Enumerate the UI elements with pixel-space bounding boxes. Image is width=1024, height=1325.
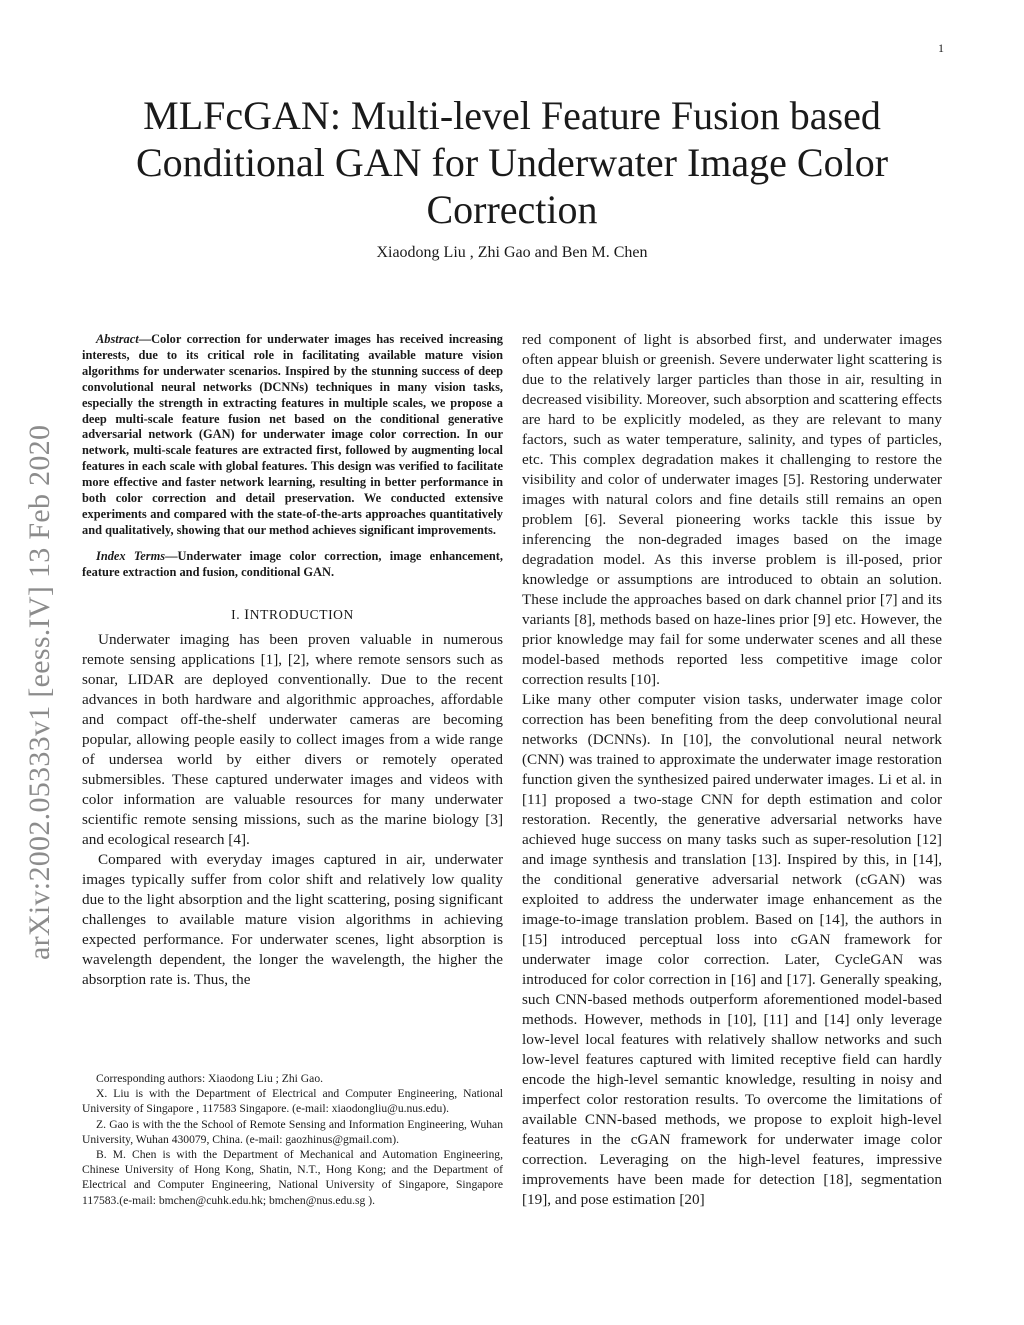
title-line: Conditional GAN for Underwater Image Color	[135, 140, 889, 185]
body-paragraph: Underwater imaging has been proven valuable in numerous remote sensing applications [1], [2], where remote sensors such as sonar, LIDAR are deployed conventionally. Due to the recent advances in both hardware and algorithmic approaches, affordable and compact off-the-shelf underwater cameras are becoming popular, allowing people easily to collect images from a wide range of undersea world by either divers or remotely operated submersibles. These captured underwater images and videos with color information are valuable resources for many underwater scientific remote sensing missions, such as the marine biology [3] and ecological research [4].	[82, 630, 503, 848]
index-terms	[82, 549, 503, 581]
abstract-label: Abstract	[96, 332, 139, 346]
abstract	[82, 332, 503, 539]
body-paragraph: Like many other computer vision tasks, underwater image color correction has been benefiting from the deep convolutional neural networks (DCNNs). In [10], the convolutional neural network (CNN) was trained to approximate the underwater image restoration function given the synthesized paired underwater images. Li et al. in [11] proposed a two-stage CNN for depth estimation and color restoration. Recently, the generative adversarial networks have achieved huge success on many tasks such as super-resolution [12] and image synthesis and translation [13]. Inspired by this, in [14], the conditional generative adversarial network (cGAN) was exploited to address the underwater image enhancement as the image-to-image translation problem. Based on [14], the authors in [15] introduced perceptual loss into cGAN framework for underwater image color correction. Later, CycleGAN was introduced for color correction in [16] and [17]. Generally speaking, such CNN-based methods outperform aforementioned model-based methods. However, methods in [10], [11] and [14] only leverage low-level local features with relatively shallow networks and such low-level features captured with limited receptive field can hardly encode the high-level semantic knowledge, resulting in noisy and imperfect color restoration results. To overcome the limitations of available CNN-based methods, we propose to exploit high-level features in the cGAN framework for underwater image color correction. Leveraging on the high-level features, impressive improvements have been made for detection [18], segmentation [19], and pose estimation [20]	[522, 691, 942, 1208]
footnote: Z. Gao is with the the School of Remote Sensing and Information Engineering, Wuhan University, Wuhan 430079, China. (e-mail: gaozhinus@gmail.com).	[82, 1117, 503, 1146]
index-terms-label: Index Terms	[96, 548, 166, 563]
page-number: 1	[938, 41, 944, 55]
footnote: X. Liu is with the Department of Electrical and Computer Engineering, National University of Singapore , 117583 Singapore. (e-mail: xiaodongliu@u.nus.edu).	[82, 1087, 503, 1116]
section-heading-initial: I	[244, 606, 250, 623]
index-terms-text: —Underwater image color correction, image enhancement, feature extraction and fusion, conditional GAN.	[82, 548, 503, 579]
footnote: Corresponding authors: Xiaodong Liu ; Zhi Gao.	[96, 1072, 324, 1085]
abstract-text: —Color correction for underwater images has received increasing interests, due to its critical role in facilitating available mature vision algorithms for underwater scenarios. Inspired by the stunning success of deep convolutional neural networks (DCNNs) techniques in many vision tasks, especially the strength in extracting features in multiple scales, we propose a deep multi-scale feature fusion net based on the conditional generative adversarial network (GAN) for underwater image color correction. In our network, multi-scale features are extracted first, followed by augmenting local features in each scale with global features. This design was verified to facilitate more effective and faster network learning, resulting in better performance in both color correction and detail preservation. We conducted extensive experiments and compared with the state-of-the-arts approaches quantitatively and qualitatively, showing that our method achieves significant improvements.	[82, 332, 503, 537]
right-column	[522, 330, 942, 1210]
footnote: B. M. Chen is with the Department of Mechanical and Automation Engineering, Chinese University of Hong Kong, Shatin, N.T., Hong Kong; and the Department of Electrical and Computer Engineering, National University of Singapore, Singapore 117583.(e-mail: bmchen@cuhk.edu.hk; bmchen@nus.edu.sg ).	[82, 1148, 503, 1207]
paper-title	[80, 92, 944, 233]
body-paragraph: red component of light is absorbed first, and underwater images often appear bluish or greenish. Severe underwater light scattering is due to the relatively larger particles than those in air, resulting in decreased visibility. Moreover, such absorption and scattering effects are hard to be explicitly modeled, as they are relevant to many factors, such as water temperature, salinity, and types of particles, etc. This complex degradation makes it challenging to restore the visibility and color of underwater images [5]. Restoring underwater images with natural colors and fine details still remains an open problem [6]. Several pioneering works tackle this issue by inferencing the non-degraded images based on the image degradation model. As this inverse problem is ill-posed, prior knowledge or assumptions are introduced to obtain an solution. These include the approaches based on dark channel prior [7] and its variants [8], methods based on haze-lines prior [9] etc. However, the prior knowledge may fail for some underwater scenes and all these model-based methods reported less competitive image color correction results [10].	[522, 331, 942, 688]
left-column	[82, 332, 503, 990]
arxiv-identifier-stamp: arXiv:2002.05333v1 [eess.IV] 13 Feb 2020	[23, 424, 56, 960]
section-heading-introduction	[82, 607, 503, 624]
section-heading-rest: NTRODUCTION	[249, 606, 354, 622]
body-paragraph: Compared with everyday images captured in air, underwater images typically suffer from color shift and relatively low quality due to the light absorption and the light scattering, posing significant challenges to available mature vision algorithms in achieving expected performance. For underwater scenes, light absorption is wavelength dependent, the longer the wavelength, the higher the absorption rate is. Thus, the	[82, 850, 503, 988]
author-list: Xiaodong Liu , Zhi Gao and Ben M. Chen	[376, 244, 648, 261]
title-line: MLFcGAN: Multi-level Feature Fusion based	[143, 93, 881, 138]
section-number: I.	[231, 606, 241, 622]
footnotes	[82, 1071, 503, 1208]
title-line: Correction	[426, 187, 598, 232]
